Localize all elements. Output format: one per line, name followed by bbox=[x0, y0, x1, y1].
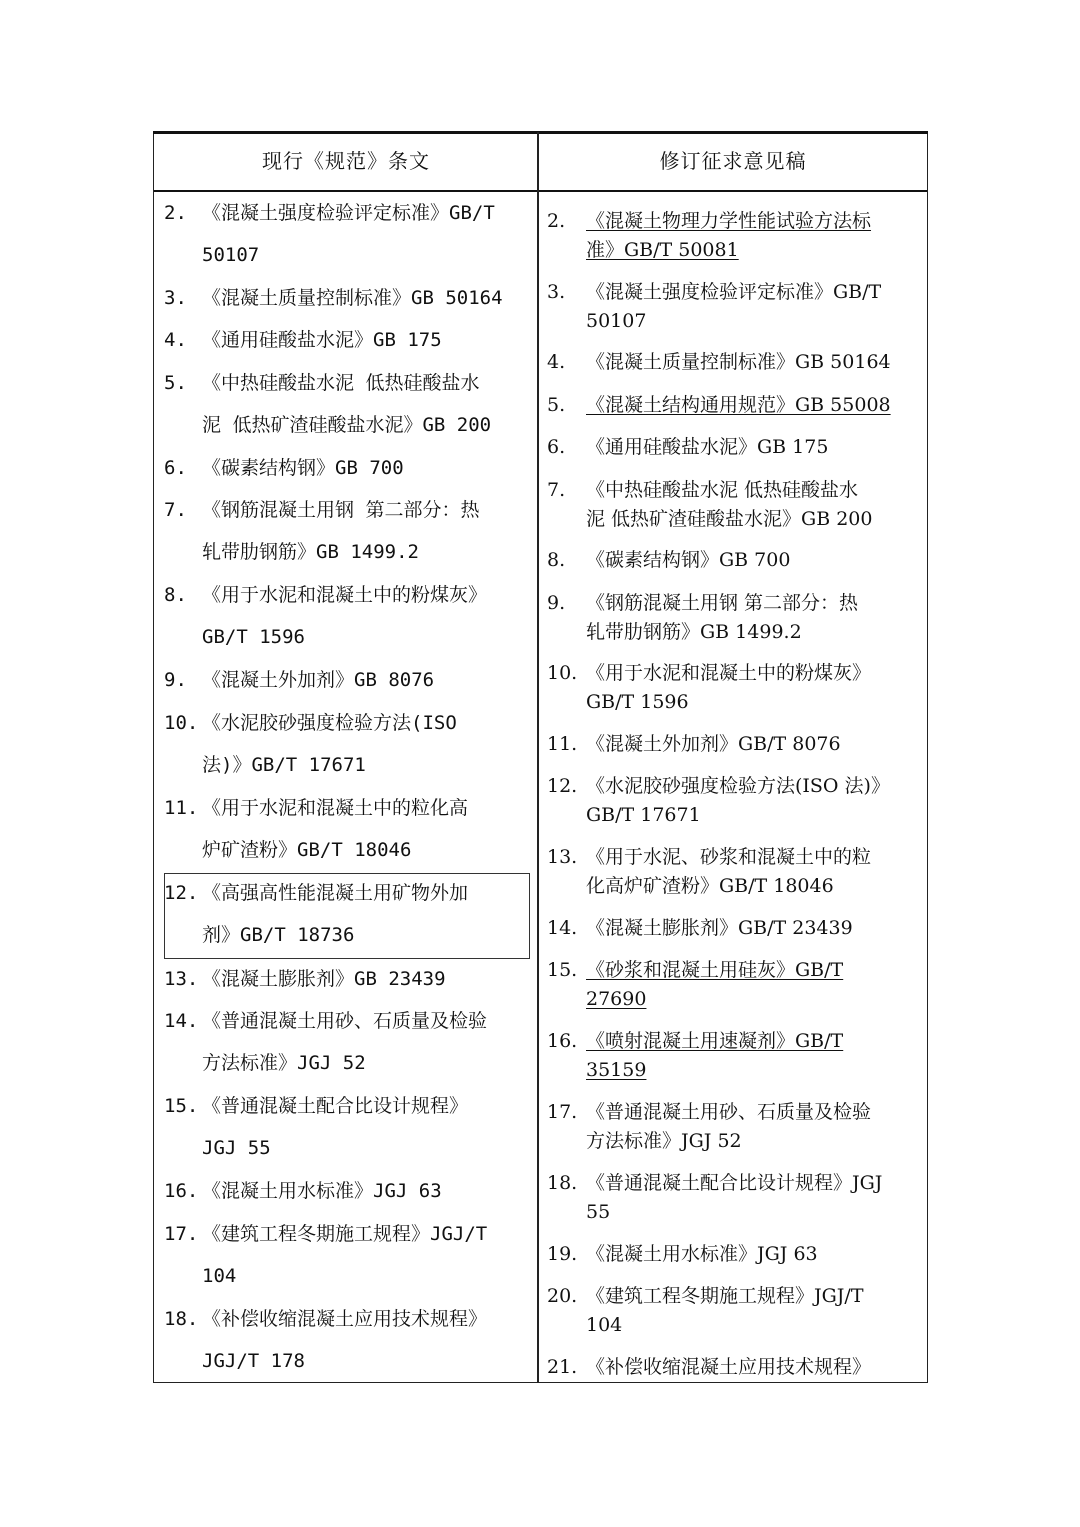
item-number: 10. bbox=[547, 662, 578, 684]
item-line: 104 bbox=[202, 1265, 237, 1288]
item-line: 《混凝土膨胀剂》GB 23439 bbox=[202, 968, 446, 990]
item-number: 10. bbox=[164, 712, 199, 734]
item-line: 《砂浆和混凝土用硅灰》GB/T bbox=[586, 959, 844, 981]
header-current-clause: 现行《规范》条文 bbox=[262, 149, 430, 173]
item-line: 《碳素结构钢》GB 700 bbox=[586, 549, 791, 571]
item-number: 14. bbox=[164, 1010, 199, 1032]
item-line: GB/T 1596 bbox=[586, 690, 689, 713]
item-number: 16. bbox=[547, 1030, 578, 1052]
item-line: 《钢筋混凝土用钢 第二部分：热 bbox=[586, 592, 859, 614]
item-line: 方法标准》JGJ 52 bbox=[586, 1129, 742, 1152]
item-line: 《用于水泥和混凝土中的粉煤灰》 bbox=[586, 662, 872, 684]
item-line: GB/T 17671 bbox=[586, 803, 701, 826]
item-number: 2. bbox=[164, 202, 187, 224]
item-line: 《用于水泥和混凝土中的粉煤灰》 bbox=[202, 584, 488, 606]
item-number: 5. bbox=[164, 372, 187, 394]
item-number: 3. bbox=[164, 287, 187, 309]
item-number: 18. bbox=[547, 1172, 578, 1194]
item-line: 剂》GB/T 18736 bbox=[202, 924, 355, 947]
item-line: 《通用硅酸盐水泥》GB 175 bbox=[202, 329, 442, 351]
item-number: 3. bbox=[547, 281, 566, 303]
item-number: 6. bbox=[164, 457, 187, 479]
item-number: 20. bbox=[547, 1285, 578, 1307]
comparison-table bbox=[153, 131, 928, 1383]
column-divider bbox=[537, 132, 539, 1382]
item-line: 50107 bbox=[586, 309, 647, 332]
header-revision-draft: 修订征求意见稿 bbox=[659, 149, 807, 173]
item-number: 17. bbox=[547, 1101, 578, 1123]
item-line: 轧带肋钢筋》GB 1499.2 bbox=[586, 620, 802, 643]
item-line: 104 bbox=[586, 1313, 623, 1336]
item-number: 15. bbox=[164, 1095, 199, 1117]
item-number: 19. bbox=[547, 1243, 578, 1265]
item-line: 法)》GB/T 17671 bbox=[202, 754, 366, 777]
item-line: 《混凝土质量控制标准》GB 50164 bbox=[202, 287, 503, 309]
item-line: 《碳素结构钢》GB 700 bbox=[202, 457, 404, 479]
item-number: 9. bbox=[547, 592, 566, 614]
item-line: 《普通混凝土配合比设计规程》JGJ bbox=[586, 1172, 883, 1194]
item-number: 6. bbox=[547, 436, 566, 458]
item-line: 《普通混凝土用砂、石质量及检验 bbox=[586, 1101, 872, 1123]
item-number: 5. bbox=[547, 394, 566, 416]
item-line: 《通用硅酸盐水泥》GB 175 bbox=[586, 436, 829, 458]
item-line: 《混凝土外加剂》GB/T 8076 bbox=[586, 733, 841, 755]
item-number: 12. bbox=[547, 775, 578, 797]
item-line: 泥 低热矿渣硅酸盐水泥》GB 200 bbox=[586, 507, 873, 530]
item-number: 7. bbox=[164, 499, 187, 521]
table-header-row bbox=[154, 132, 927, 192]
item-number: 8. bbox=[164, 584, 187, 606]
item-line: JGJ 55 bbox=[202, 1137, 271, 1160]
item-line: JGJ/T 178 bbox=[202, 1350, 305, 1373]
item-line: 《普通混凝土配合比设计规程》 bbox=[202, 1095, 469, 1117]
item-number: 8. bbox=[547, 549, 566, 571]
item-line: 《补偿收缩混凝土应用技术规程》 bbox=[202, 1308, 488, 1330]
item-line: 55 bbox=[586, 1200, 611, 1223]
item-line: 泥 低热矿渣硅酸盐水泥》GB 200 bbox=[202, 414, 492, 437]
item-line: 《混凝土强度检验评定标准》GB/T bbox=[202, 202, 495, 224]
item-line: 《建筑工程冬期施工规程》JGJ/T bbox=[586, 1285, 864, 1307]
item-line: 《混凝土用水标准》JGJ 63 bbox=[202, 1180, 442, 1202]
item-line: 《高强高性能混凝土用矿物外加 bbox=[202, 882, 469, 904]
item-line: 《中热硅酸盐水泥 低热硅酸盐水 bbox=[586, 479, 859, 501]
item-number: 13. bbox=[547, 846, 578, 868]
item-number: 15. bbox=[547, 959, 578, 981]
item-line: 《混凝土结构通用规范》GB 55008 bbox=[586, 394, 891, 416]
item-line: 化高炉矿渣粉》GB/T 18046 bbox=[586, 874, 834, 897]
item-number: 17. bbox=[164, 1223, 199, 1245]
item-number: 2. bbox=[547, 210, 566, 232]
item-line: 《混凝土外加剂》GB 8076 bbox=[202, 669, 435, 691]
item-line: 《混凝土膨胀剂》GB/T 23439 bbox=[586, 917, 853, 939]
item-line: 《混凝土用水标准》JGJ 63 bbox=[586, 1243, 818, 1265]
item-number: 16. bbox=[164, 1180, 199, 1202]
item-number: 21. bbox=[547, 1356, 578, 1378]
item-line: 准》GB/T 50081 bbox=[586, 238, 739, 261]
item-number: 4. bbox=[164, 329, 187, 351]
item-line: 《钢筋混凝土用钢 第二部分：热 bbox=[202, 499, 480, 521]
item-number: 7. bbox=[547, 479, 566, 501]
item-line: 35159 bbox=[586, 1058, 647, 1081]
item-line: 《用于水泥、砂浆和混凝土中的粒 bbox=[586, 846, 872, 868]
item-number: 11. bbox=[547, 733, 578, 755]
item-line: 50107 bbox=[202, 244, 260, 267]
item-line: 《混凝土质量控制标准》GB 50164 bbox=[586, 351, 891, 373]
item-number: 4. bbox=[547, 351, 566, 373]
item-number: 11. bbox=[164, 797, 199, 819]
item-line: 炉矿渣粉》GB/T 18046 bbox=[202, 839, 412, 862]
item-line: 《水泥胶砂强度检验方法(ISO 法)》 bbox=[586, 775, 890, 797]
item-line: 《混凝土物理力学性能试验方法标 bbox=[586, 210, 872, 232]
item-number: 12. bbox=[164, 882, 199, 904]
item-line: 《喷射混凝土用速凝剂》GB/T bbox=[586, 1030, 844, 1052]
item-line: 《中热硅酸盐水泥 低热硅酸盐水 bbox=[202, 372, 480, 394]
item-line: 《补偿收缩混凝土应用技术规程》 bbox=[586, 1356, 872, 1378]
item-line: GB/T 1596 bbox=[202, 626, 305, 649]
item-line: 轧带肋钢筋》GB 1499.2 bbox=[202, 541, 419, 564]
item-line: 《普通混凝土用砂、石质量及检验 bbox=[202, 1010, 488, 1032]
item-line: 《水泥胶砂强度检验方法(ISO bbox=[202, 712, 457, 734]
item-line: 方法标准》JGJ 52 bbox=[202, 1052, 366, 1075]
item-number: 9. bbox=[164, 669, 187, 691]
item-number: 18. bbox=[164, 1308, 199, 1330]
item-line: 27690 bbox=[586, 987, 647, 1010]
item-line: 《用于水泥和混凝土中的粒化高 bbox=[202, 797, 469, 819]
item-number: 14. bbox=[547, 917, 578, 939]
item-line: 《建筑工程冬期施工规程》JGJ/T bbox=[202, 1223, 488, 1245]
item-line: 《混凝土强度检验评定标准》GB/T bbox=[586, 281, 882, 303]
item-number: 13. bbox=[164, 968, 199, 990]
